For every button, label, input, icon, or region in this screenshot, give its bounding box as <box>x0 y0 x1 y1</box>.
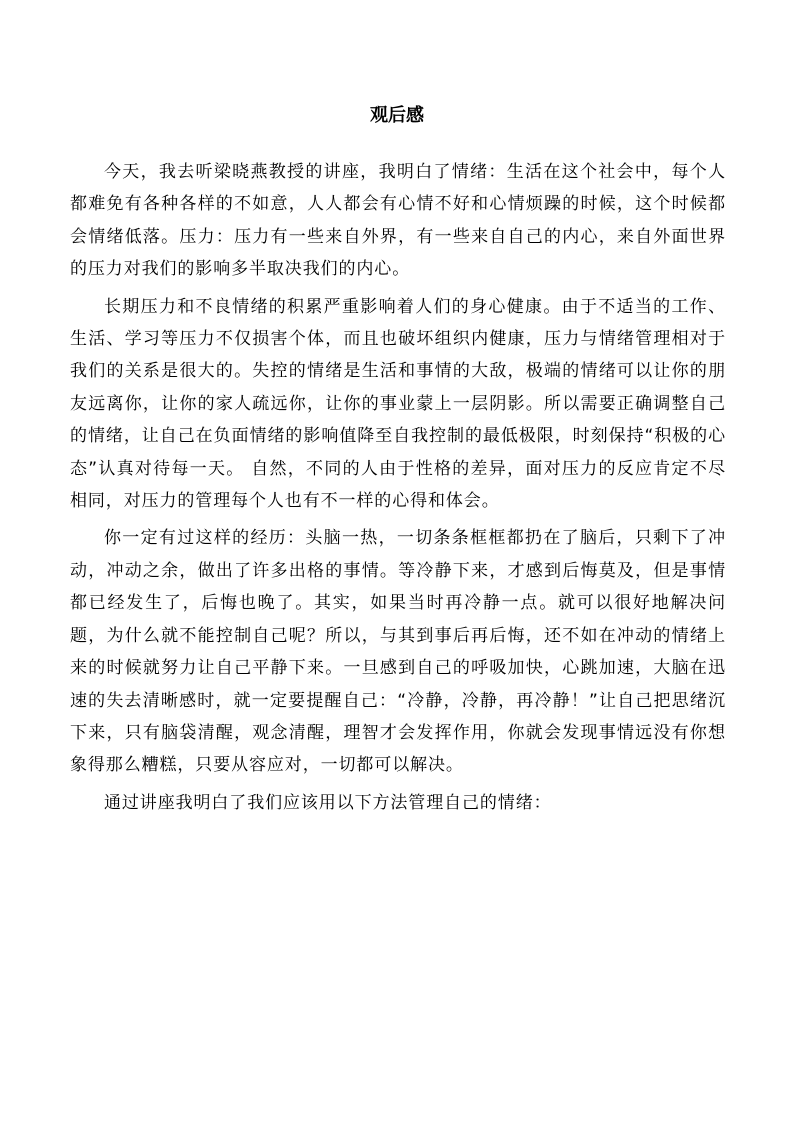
paragraph-2: 长期压力和不良情绪的积累严重影响着人们的身心健康。由于不适当的工作、生活、学习等压力不仅损害个体，而且也破坏组织内健康，压力与情绪管理相对于我们的关系是很大的。失控的情绪是生活和事情的大敌，极端的情绪可以让你的朋友远离你，让你的家人疏远你，让你的事业蒙上一层阴影。所以需要正确调整自己的情绪，让自己在负面情绪的影响值降至自我控制的最低极限，时刻保持“积极的心态”认真对待每一天。 自然，不同的人由于性格的差异，面对压力的反应肯定不尽相同，对压力的管理每个人也有不一样的心得和体会。 <box>70 296 726 512</box>
document-title: 观后感 <box>370 105 424 126</box>
paragraph-4: 通过讲座我明白了我们应该用以下方法管理自己的情绪： <box>104 792 552 813</box>
paragraph-3: 你一定有过这样的经历：头脑一热，一切条条框框都扔在了脑后，只剩下了冲动，冲动之余，做出了许多出格的事情。等冷静下来，才感到后悔莫及，但是事情都已经发生了，后悔也晚了。其实，如果当时再冷静一点。就可以很好地解决问题，为什么就不能控制自己呢？所以，与其到事后再后悔，还不如在冲动的情绪上来的时候就努力让自己平静下来。一旦感到自己的呼吸加快，心跳加速，大脑在迅速的失去清晰感时，就一定要提醒自己：“冷静，冷静，再冷静！”让自己把思绪沉下来，只有脑袋清醒，观念清醒，理智才会发挥作用，你就会发现事情远没有你想象得那么糟糕，只要从容应对，一切都可以解决。 <box>70 528 726 776</box>
paragraph-1: 今天，我去听梁晓燕教授的讲座，我明白了情绪：生活在这个社会中，每个人都难免有各种各样的不如意，人人都会有心情不好和心情烦躁的时候，这个时候都会情绪低落。压力：压力有一些来自外界，有一些来自自己的内心，来自外面世界的压力对我们的影响多半取决我们的内心。 <box>70 162 726 280</box>
document-body <box>70 156 726 824</box>
